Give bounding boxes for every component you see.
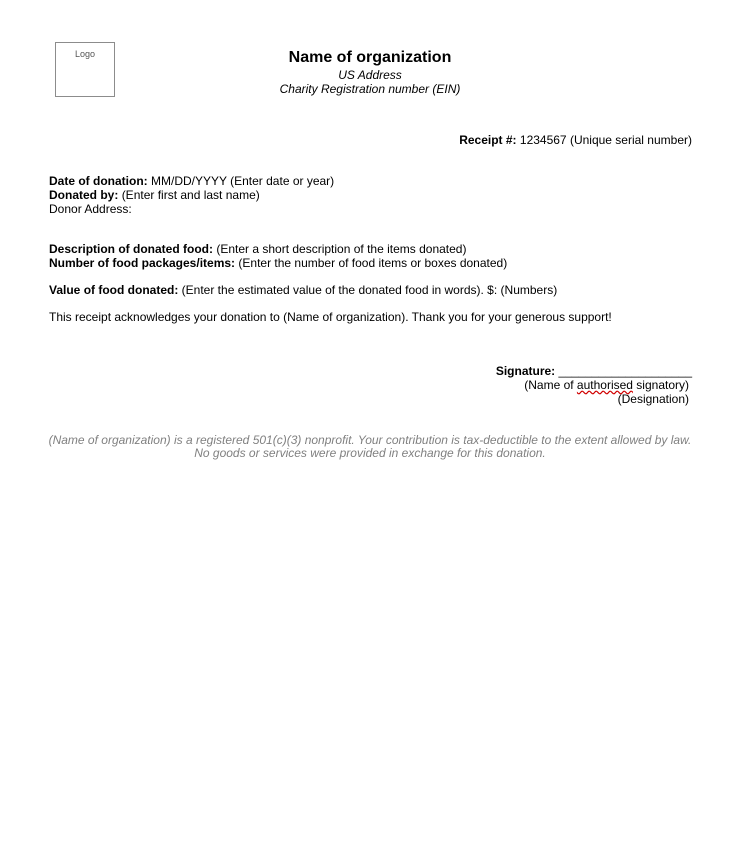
organization-name: Name of organization <box>288 49 452 66</box>
food-description <box>49 242 466 256</box>
logo-text: Logo <box>74 49 96 59</box>
donor-address-label: Donor Address: <box>49 202 132 216</box>
receipt-label: Receipt #: <box>459 133 517 147</box>
value-label: Value of food donated: <box>49 283 179 297</box>
donor-address <box>49 202 132 216</box>
food-item-count <box>49 256 507 270</box>
organization-address: US Address <box>338 68 402 82</box>
receipt-number <box>459 133 692 147</box>
donor-value: (Enter first and last name) <box>121 188 260 202</box>
disclaimer-line-2: No goods or services were provided in exchange for this donation. <box>194 446 546 460</box>
count-value: (Enter the number of food items or boxes donated) <box>238 256 508 270</box>
description-label: Description of donated food: <box>49 242 213 256</box>
signature-line <box>496 364 692 378</box>
date-label: Date of donation: <box>49 174 148 188</box>
signatory-name <box>496 378 689 392</box>
signature-blank: ____________________ <box>558 364 692 378</box>
signature-label: Signature: <box>495 364 556 378</box>
value-value: (Enter the estimated value of the donated food in words). $: (Numbers) <box>181 283 558 297</box>
signature-block <box>496 364 692 406</box>
date-value: MM/DD/YYYY (Enter date or year) <box>151 174 335 188</box>
count-label: Number of food packages/items: <box>49 256 236 270</box>
logo-placeholder <box>55 42 115 97</box>
donated-by <box>49 188 260 202</box>
food-value <box>49 283 557 297</box>
description-value: (Enter a short description of the items donated) <box>216 242 467 256</box>
disclaimer-line-1: (Name of organization) is a registered 501(c)(3) nonprofit. Your contribution is tax-deductible to the extent allowed by law. <box>48 433 692 447</box>
signatory-suffix: signatory) <box>632 378 689 392</box>
registration-number: Charity Registration number (EIN) <box>279 82 461 96</box>
acknowledgement-text: This receipt acknowledges your donation to (Name of organization). Thank you for your generous support! <box>49 310 612 324</box>
signatory-prefix: (Name of <box>524 378 577 392</box>
organization-header <box>200 48 540 96</box>
signatory-word: authorised <box>576 378 633 392</box>
tax-disclaimer <box>40 434 700 460</box>
donor-label: Donated by: <box>49 188 119 202</box>
date-of-donation <box>49 174 334 188</box>
signatory-designation: (Designation) <box>617 392 689 406</box>
receipt-value: 1234567 (Unique serial number) <box>519 133 692 147</box>
